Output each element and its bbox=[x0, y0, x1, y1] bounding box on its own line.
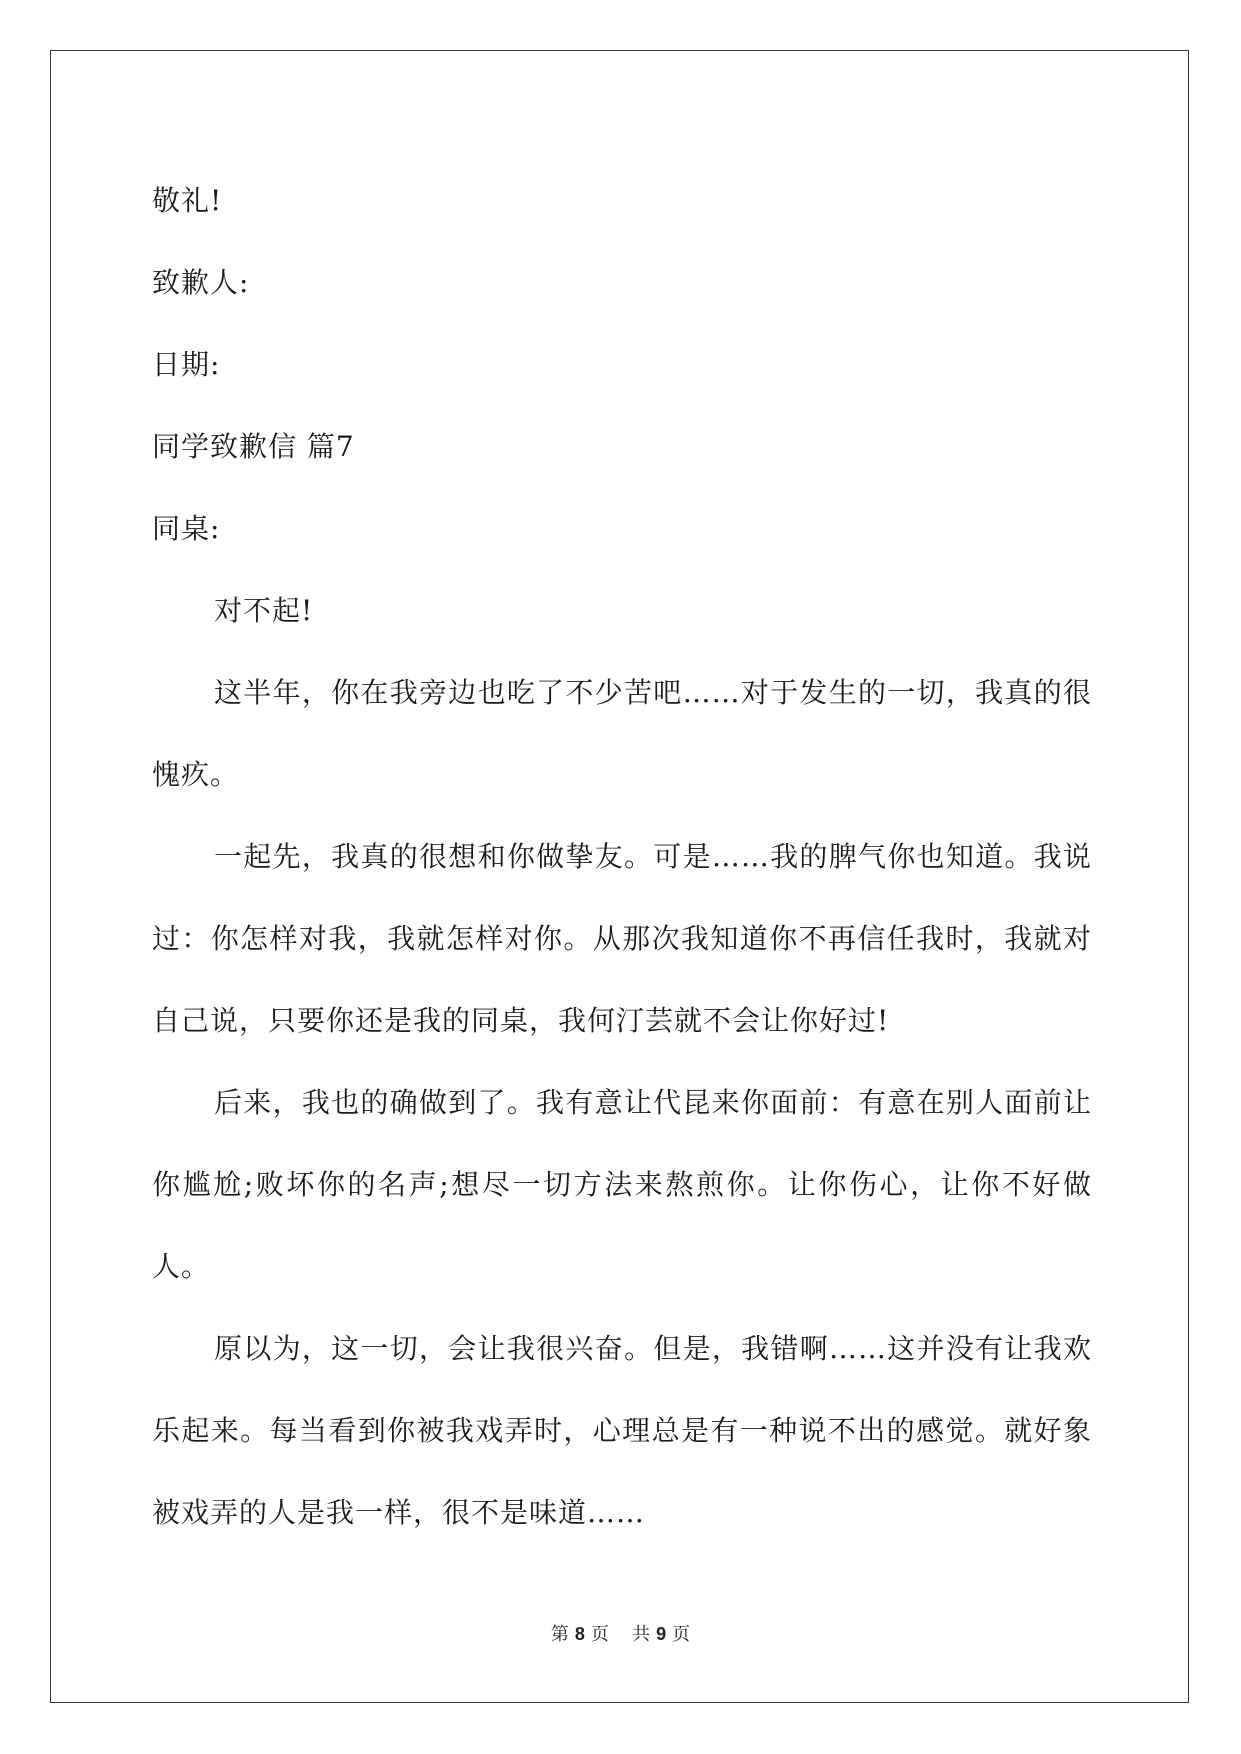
paragraph-2: 一起先，我真的很想和你做挚友。可是……我的脾气你也知道。我说过：你怎样对我，我就怎样对你。从那次我知道你不再信任我时，我就对自己说，只要你还是我的同桌，我何汀芸就不会让你好过! bbox=[152, 840, 1092, 1037]
footer-total-prefix: 共 bbox=[632, 1624, 651, 1645]
footer-page-unit: 页 bbox=[590, 1624, 609, 1645]
paragraph-apology: 对不起! bbox=[214, 594, 314, 627]
paragraph-1: 这半年，你在我旁边也吃了不少苦吧……对于发生的一切，我真的很愧疚。 bbox=[152, 676, 1092, 791]
footer-total-pages: 9 bbox=[656, 1624, 667, 1644]
footer-current-page: 8 bbox=[574, 1624, 585, 1644]
salutation-line: 同桌: bbox=[152, 512, 221, 545]
date-line: 日期: bbox=[152, 348, 221, 381]
closing-line: 敬礼! bbox=[152, 184, 223, 217]
page-footer bbox=[0, 1620, 1241, 1646]
signer-line: 致歉人: bbox=[152, 266, 250, 299]
paragraph-3: 后来，我也的确做到了。我有意让代昆来你面前：有意在别人面前让你尴尬;败坏你的名声;想尽一切方法来熬煎你。让你伤心，让你不好做人。 bbox=[152, 1086, 1092, 1283]
letter-body bbox=[152, 160, 1092, 1554]
footer-page-prefix: 第 bbox=[550, 1624, 569, 1645]
footer-total-unit: 页 bbox=[672, 1624, 691, 1645]
paragraph-4: 原以为，这一切，会让我很兴奋。但是，我错啊……这并没有让我欢乐起来。每当看到你被我戏弄时，心理总是有一种说不出的感觉。就好象被戏弄的人是我一样，很不是味道…… bbox=[152, 1332, 1092, 1529]
section-title: 同学致歉信 篇7 bbox=[152, 430, 355, 463]
